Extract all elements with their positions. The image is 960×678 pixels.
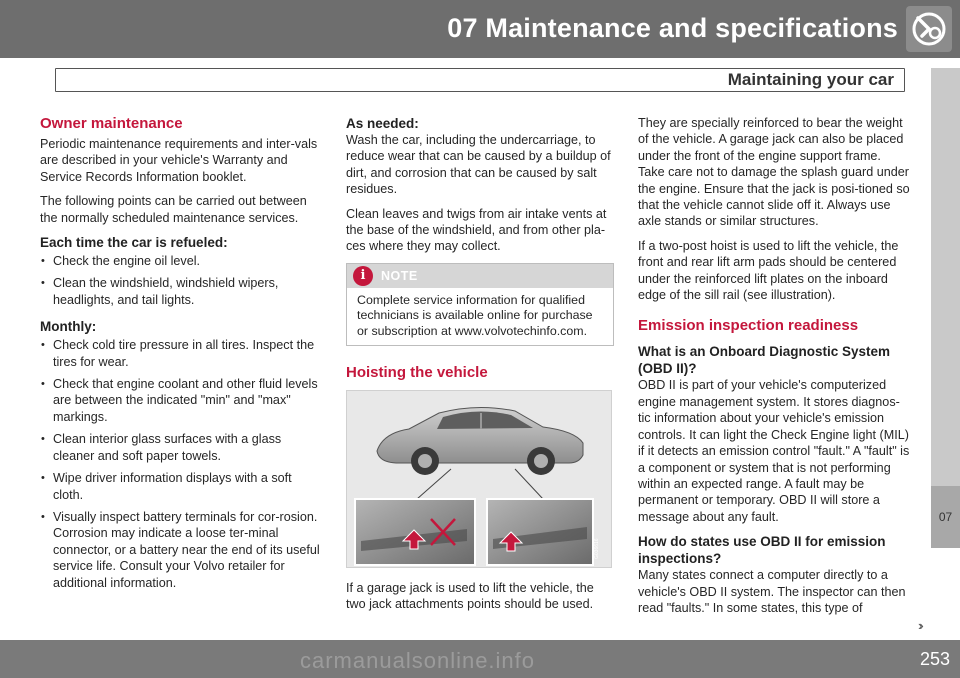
column-left	[40, 115, 322, 597]
section-title: Maintaining your car	[727, 70, 894, 89]
info-icon: i	[353, 266, 373, 286]
wrench-gear-icon	[906, 6, 952, 52]
refuel-heading: Each time the car is refueled:	[40, 235, 228, 251]
note-label: NOTE	[347, 264, 613, 288]
list-item: • Check that engine coolant and other fluid levels are between the indicated "min" and "max" markings.	[40, 376, 322, 425]
owner-maintenance-heading: Owner maintenance	[40, 115, 183, 132]
refuel-list	[40, 253, 322, 308]
chapter-title: 07 Maintenance and specifications	[447, 13, 898, 43]
section-header	[55, 68, 905, 92]
column-middle	[346, 115, 614, 621]
monthly-list	[40, 337, 322, 591]
list-item: • Check the engine oil level.	[40, 253, 322, 269]
leaves-paragraph: Clean leaves and twigs from air intake vents at the base of the windshield, and from other pla-ces where they may collect.	[346, 206, 607, 254]
hoist-paragraph: If a two-post hoist is used to lift the vehicle, the front and rear lift arm pads should be centered under the reinforced lift plates on the inboard edge of the sill rail (see illustration).	[638, 238, 899, 303]
emission-heading: Emission inspection readiness	[638, 317, 859, 335]
hoisting-illustration	[346, 390, 612, 568]
monthly-heading: Monthly:	[40, 319, 97, 335]
states-paragraph: Many states connect a computer directly to a vehicle's OBD II system. The inspector can then read "faults." In some states, this type of	[638, 568, 906, 615]
list-item: • Check cold tire pressure in all tires. Inspect the tires for wear.	[40, 337, 322, 370]
continued-paragraph: They are specially reinforced to bear the weight of the vehicle. A garage jack can also be placed under the front of the engine support frame. Take care not to damage the splash guard under the engine. Ensure that the jack is posi-tioned so that the vehicle cannot slide off it. Always use axle stands or similar structures.	[638, 116, 910, 229]
list-item: • Visually inspect battery terminals for cor-rosion. Corrosion may indicate a loose ter-minal connector, or a battery near the end of its useful service life. Consult your Volvo retailer for additional information.	[40, 509, 322, 591]
intro-paragraph-2: The following points can be carried out between the normally scheduled maintenance services.	[40, 194, 307, 225]
note-box	[346, 263, 614, 346]
next-page-arrows[interactable]: ››	[918, 618, 921, 633]
chapter-tab-number: 07	[931, 486, 960, 548]
intro-paragraph: Periodic maintenance requirements and inter-vals are described in your vehicle's Warranty and Service Records Information booklet.	[40, 137, 318, 184]
column-right	[638, 115, 910, 616]
car-jack-points-image	[347, 391, 613, 569]
note-text: Complete service information for qualified technicians is available online for purchase or subscription at www.volvotechinfo.com.	[357, 292, 593, 338]
obd-paragraph: OBD II is part of your vehicle's computerized engine management system. It stores diagnos-tic information about your vehicle's emission controls. It can light the Check Engine light (MIL) if it detects an emission control "fault." A "fault" is a component or system that is not performing within an expected range. A fault may be permanent or temporary. OBD II will store a message about any fault.	[638, 378, 910, 524]
page-number: 253	[919, 649, 950, 669]
hoisting-heading: Hoisting the vehicle	[346, 364, 488, 382]
list-item: • Wipe driver information displays with a soft cloth.	[40, 470, 322, 503]
chapter-header	[0, 0, 960, 58]
jack-paragraph: If a garage jack is used to lift the vehicle, the two jack attachments points should be used.	[346, 581, 594, 612]
figure-code: G036616	[594, 538, 600, 560]
obd-question-heading: What is an Onboard Diagnostic System (OBD II)?	[638, 344, 891, 377]
as-needed-heading: As needed:	[346, 116, 419, 131]
watermark-text: carmanualsonline.info	[300, 648, 536, 673]
page-footer	[0, 640, 960, 678]
as-needed-paragraph: Wash the car, including the undercarriage, to reduce wear that can be caused by a buildup of dirt, and corrosion that can be caused by salt residues.	[346, 133, 611, 197]
chapter-side-tab[interactable]	[931, 68, 960, 548]
list-item: • Clean the windshield, windshield wipers, headlights, and tail lights.	[40, 275, 322, 308]
list-item: • Clean interior glass surfaces with a glass cleaner and soft paper towels.	[40, 431, 322, 464]
states-question-heading: How do states use OBD II for emission inspections?	[638, 534, 886, 567]
